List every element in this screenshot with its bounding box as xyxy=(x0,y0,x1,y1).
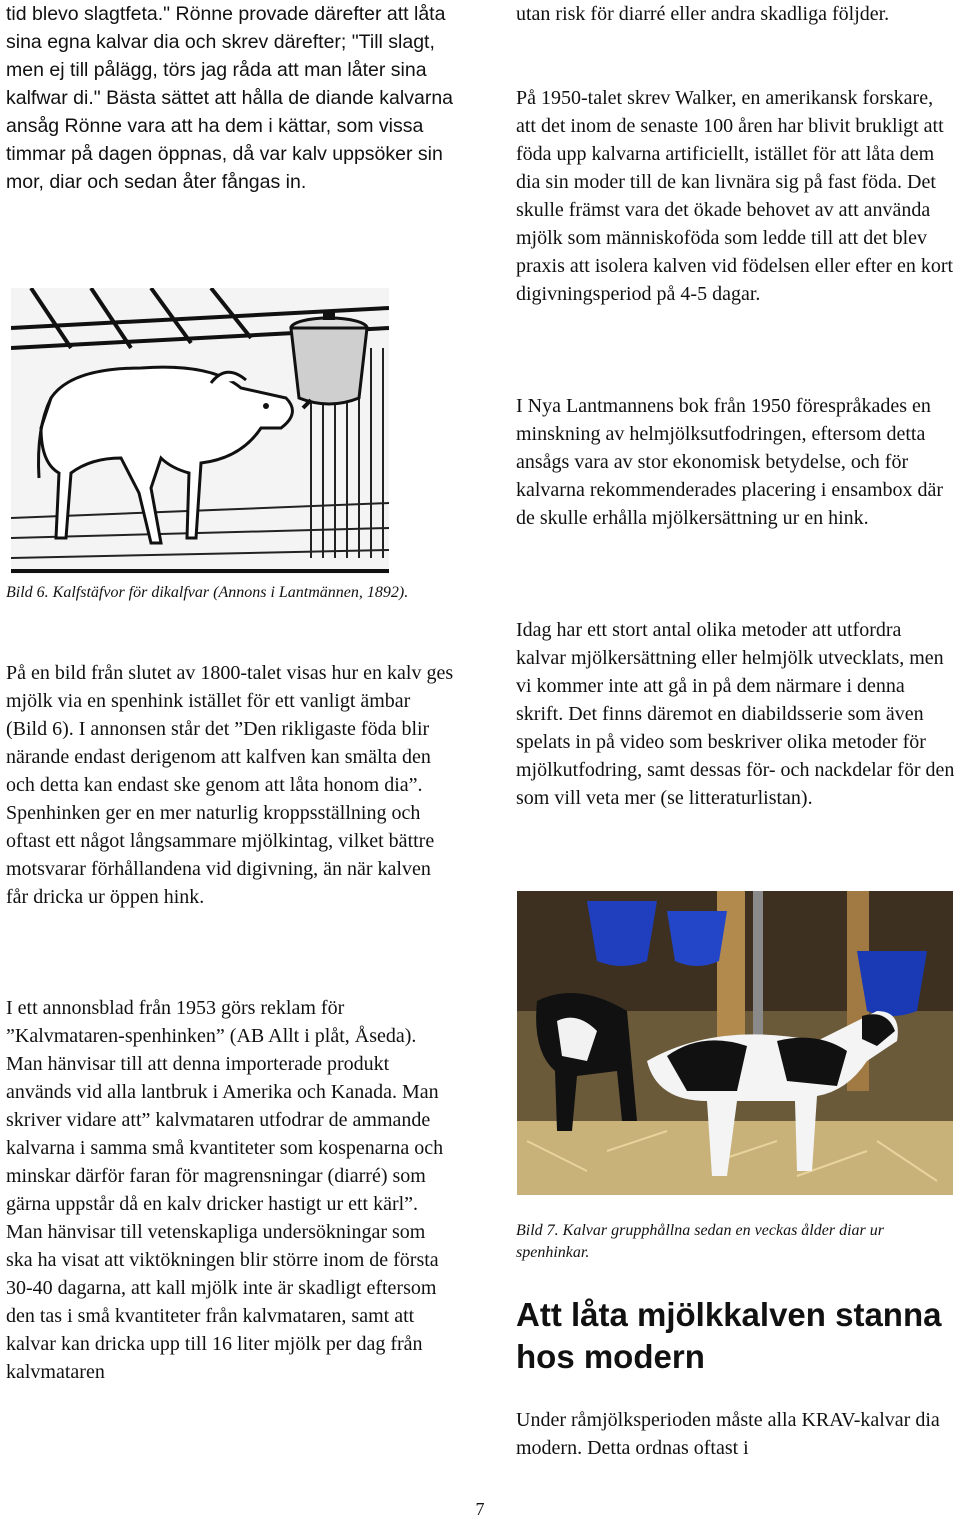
calves-photo-figure xyxy=(517,891,953,1195)
diarre-continuation-paragraph: utan risk för diarré eller andra skadliga följder. xyxy=(516,3,890,25)
left-paragraph-3-wrap xyxy=(6,994,454,1386)
right-paragraph-2-wrap xyxy=(516,84,956,308)
kravkalvar-paragraph: Under råmjölksperioden måste alla KRAV-kalvar dia modern. Detta ordnas oftast i xyxy=(516,1409,940,1459)
section-heading: Att låta mjölkkalven stanna hos modern xyxy=(516,1296,942,1375)
left-paragraph-2-wrap xyxy=(6,659,454,911)
spenhink-paragraph: På en bild från slutet av 1800-talet visas hur en kalv ges mjölk via en spenhink istället för ett vanligt ämbar (Bild 6). I annonsen står det ”Den rikligaste föda blir närande endast derigenom att kalfven kan smälta den och detta kan endast ske genom att låta honom dia”. Spenhinken ger en mer naturlig kroppsställning och oftast ett något långsammare mjölkintag, vilket bättre motsvarar förhållandena vid digivning, än när kalven får dricka ur öppen hink. xyxy=(6,662,454,908)
kalvmataren-paragraph: I ett annonsblad från 1953 görs reklam för ”Kalvmataren-spenhinken” (AB Allt i plåt, Åseda). Man hänvisar till att denna importerade produkt används vid alla lantbruk i Amerika och Kanada. Man skriver vidare att” kalvmataren utfodrar de ammande kalvarna i samma små kvantiteter som kospenarna och minskar därför faran för magrensningar (diarré) som gärna uppstår då en kalv dricker hastigt ur ett kärl”. Man hänvisar till vetenskapliga undersökningar som ska ha visat att viktökningen blir större inom de första 30-40 dagarna, att kall mjölk inte är skadligt eftersom den tas i små kvantiteter från kalvmataren, samt att kalvar kan dricka upp till 16 liter mjölk per dag från kalvmataren xyxy=(6,997,444,1383)
metoder-paragraph: Idag har ett stort antal olika metoder att utfordra kalvar mjölkersättning eller helmjölk utvecklats, men vi kommer inte att gå in på dem närmare i denna skrift. Det finns däremot en diabildsserie som även spelats in på video som beskriver olika metoder för mjölkutfodring, samt dessas för- och nackdelar för den som vill veta mer (se litteraturlistan). xyxy=(516,619,955,809)
section-heading-wrap xyxy=(516,1294,956,1378)
right-paragraph-3-wrap xyxy=(516,392,956,532)
right-paragraph-5-wrap xyxy=(516,1406,956,1462)
figure2-caption: Bild 7. Kalvar grupphållna sedan en veckas ålder diar ur spenhinkar. xyxy=(516,1222,884,1261)
intro-paragraph: tid blevo slagtfeta." Rönne provade därefter att låta sina egna kalvar dia och skrev därefter; "Till slagt, men ej till pålägg, törs jag råda att man låter sina kalfwar di." Bästa sättet att hålla de diande kalvarna ansåg Rönne vara att ha dem i kättar, som vissa timmar på dagen öppnas, då var kalv uppsöker sin mor, diar och sedan åter fångas in. xyxy=(6,3,454,193)
calf-engraving-figure xyxy=(11,288,389,574)
figure1-caption: Bild 6. Kalfstäfvor för dikalfvar (Annons i Lantmännen, 1892). xyxy=(6,584,409,601)
right-paragraph-4-wrap xyxy=(516,616,956,812)
walker-paragraph: På 1950-talet skrev Walker, en amerikansk forskare, att det inom de senaste 100 åren har blivit brukligt att föda upp kalvarna artificiellt, istället för att låta dem dia sin moder till de kan livnära sig på fast föda. Det skulle främst vara det ökade behovet av att använda mjölk som människoföda som ledde till att det blev praxis att isolera kalven vid födelsen eller efter en kort digivningsperiod på 4-5 dagar. xyxy=(516,87,954,305)
page-number: 7 xyxy=(475,1499,485,1519)
figure1-caption-wrap xyxy=(6,582,454,604)
right-paragraph-1-wrap xyxy=(516,0,956,28)
nya-lantmannens-paragraph: I Nya Lantmannens bok från 1950 förespråkades en minskning av helmjölksutfodringen, eftersom detta ansågs vara av stor ekonomisk betydelse, och för kalvarna rekommenderades placering i ensambox där de skulle erhålla mjölkersättning ur en hink. xyxy=(516,395,944,529)
figure2-caption-wrap xyxy=(516,1220,956,1264)
